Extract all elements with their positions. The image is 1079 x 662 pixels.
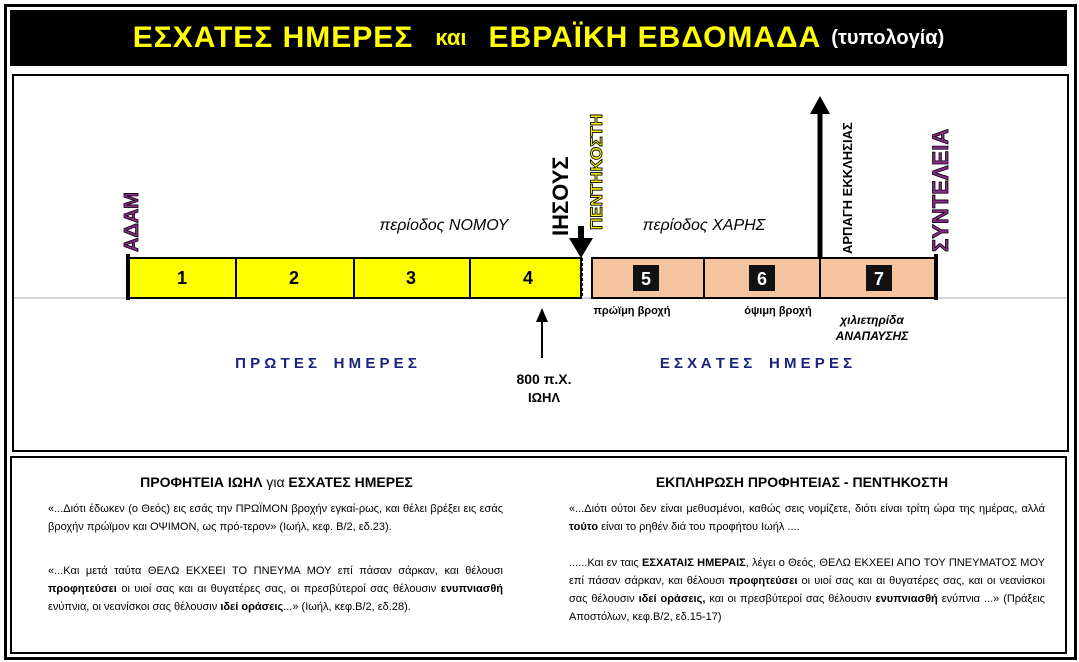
title-part1: ΕΣΧΑΤΕΣ ΗΜΕΡΕΣ [132,21,414,54]
title-part2: και [435,25,467,50]
fulfillment-panel-title: ΕΚΠΛΗΡΩΣΗ ΠΡΟΦΗΤΕΙΑΣ - ΠΕΝΤΗΚΟΣΤΗ [655,474,949,490]
label-adam: ΑΔΑΜ [121,192,143,252]
joel-p2-g: ...» (Ιωήλ, κεφ.Β/2, εδ.28). [283,601,411,613]
label-pentecost: ΠΕΝΤΗΚΟΣΤΗ [587,113,606,230]
label-first-days: Π Ρ Ω Τ Ε Σ Η Μ Ε Ρ Ε Σ [235,355,417,372]
label-early-rain: πρώϊμη βροχή [593,305,671,317]
joel-panel-title [12,474,541,490]
label-rapture: ΑΡΠΑΓΗ ΕΚΚΛΗΣΙΑΣ [840,122,855,254]
label-millennium-1: χιλιετηρίδα [840,313,904,327]
joel-arrow [536,308,548,358]
title-bar [10,10,1067,66]
joel-paragraph-2 [48,562,503,616]
label-synteleia: ΣΥΝΤΕΛΕΙΑ [928,128,953,252]
title-part4: (τυπολογία) [831,26,945,49]
fulfill-p2-b: ΕΣΧΑΤΑΙΣ ΗΜΕΡΑΙΣ [642,557,746,569]
label-last-days: Ε Σ Χ Α Τ Ε Σ Η Μ Ε Ρ Ε Σ [659,355,853,372]
joel-title-mid: για [262,474,289,490]
label-late-rain: όψιμη βροχή [744,305,812,317]
timeline-diagram [12,74,1069,452]
label-grace-period: περίοδος ΧΑΡΗΣ [642,217,766,234]
segment-label-5: 5 [640,269,652,289]
fulfill-p2-d: προφητεύσει [728,575,798,587]
joel-title-bold1: ΠΡΟΦΗΤΕΙΑ ΙΩΗΛ [140,474,263,490]
joel-p2-f: ιδεί οράσεις [220,601,284,613]
joel-arrow-head [536,308,548,322]
label-jesus: ΙΗΣΟΥΣ [548,156,573,236]
title-part3: ΕΒΡΑΪΚΗ ΕΒΔΟΜΑΔΑ [488,21,822,54]
segment-label-6: 6 [756,269,768,289]
fulfill-p2-a: ......Και εν ταις [569,557,643,569]
label-law-period: περίοδος ΝΟΜΟΥ [379,217,509,234]
label-joel-name: ΙΩΗΛ [527,390,561,405]
joel-title-bold2: ΕΣΧΑΤΕΣ ΗΜΕΡΕΣ [288,474,413,490]
fulfillment-paragraph-1 [569,500,1045,536]
segment-label-7: 7 [873,269,885,289]
fulfill-p2-f: ιδεί οράσεις, [638,593,706,605]
label-millennium-2: ΑΝΑΠΑΥΣΗΣ [835,329,909,343]
segment-label-2: 2 [288,268,300,288]
segment-label-1: 1 [176,268,188,288]
joel-p2-c: οι υιοί σας και αι θυγατέρες σας, οι πρεσβύτεροί σας θέλουσιν [116,583,441,595]
fulfill-p2-g: και οι πρεσβύτεροί σας θέλουσιν [705,593,876,605]
joel-p2-b: προφητεύσει [48,583,117,595]
fulfill-p2-c: , λέγει ο Θεός, ΘΕΛΩ ΕΚΧΕΕΙ ΑΠΟ ΤΟΥ ΠΝΕΥΜΑΤΟΣ ΜΟΥ επί πάσαν σάρκαν, και θέλουσι [569,557,1045,587]
joel-prophecy-panel [10,456,543,654]
fulfillment-panel [539,456,1067,654]
pentecost-arrow-head [569,238,593,258]
joel-p2-e: ενύπνια, οι νεανίσκοι σας θέλουσιν [48,601,221,613]
fulfillment-paragraph-2 [569,554,1045,626]
fulfill-p2-h: ενυπνιασθή [875,593,938,605]
fulfill-p1-b: τούτο [569,521,599,533]
law-segments [128,258,582,298]
fulfill-p1-a: «...Διότι ούτοι δεν είναι μεθυσμένοι, καθώς σεις νομίζετε, διότι είναι τρίτη ώρα της ημέρας, αλλά [569,503,1045,515]
rapture-arrow [810,96,830,258]
joel-p2-d: ενυπνιασθή [440,583,503,595]
segment-label-3: 3 [405,268,417,288]
timeline-svg [14,76,1067,450]
joel-p2-a: «...Και μετά ταύτα ΘΕΛΩ ΕΚΧΕΕΙ ΤΟ ΠΝΕΥΜΑ ΜΟΥ επί πάσαν σάρκαν, και θέλουσι [48,565,503,577]
segment-label-4: 4 [522,268,534,288]
label-joel-year: 800 π.Χ. [516,371,572,387]
fulfill-p1-c: είναι το ρηθέν διά του προφήτου Ιωήλ .... [598,521,800,533]
fulfill-p2-e: οι υιοί σας και αι θυγατέρες σας, και οι νεανίσκοι σας θέλουσιν [569,575,1045,605]
rapture-arrow-head [810,96,830,114]
fulfill-p2-i: ενύπνια ...» (Πράξεις Αποστόλων, κεφ.Β/2, εδ.15-17) [569,593,1045,623]
joel-paragraph-1: «...Διότι έδωκεν (ο Θεός) εις εσάς την ΠΡΩΪΜΟΝ βροχήν εγκαί-ρως, και θέλει βρέξει εις εσάς βροχήν πρώϊμον και ΟΨΙΜΟΝ, ως πρό-τερον» (Ιωήλ, κεφ. Β/2, εδ.23). [48,503,503,533]
